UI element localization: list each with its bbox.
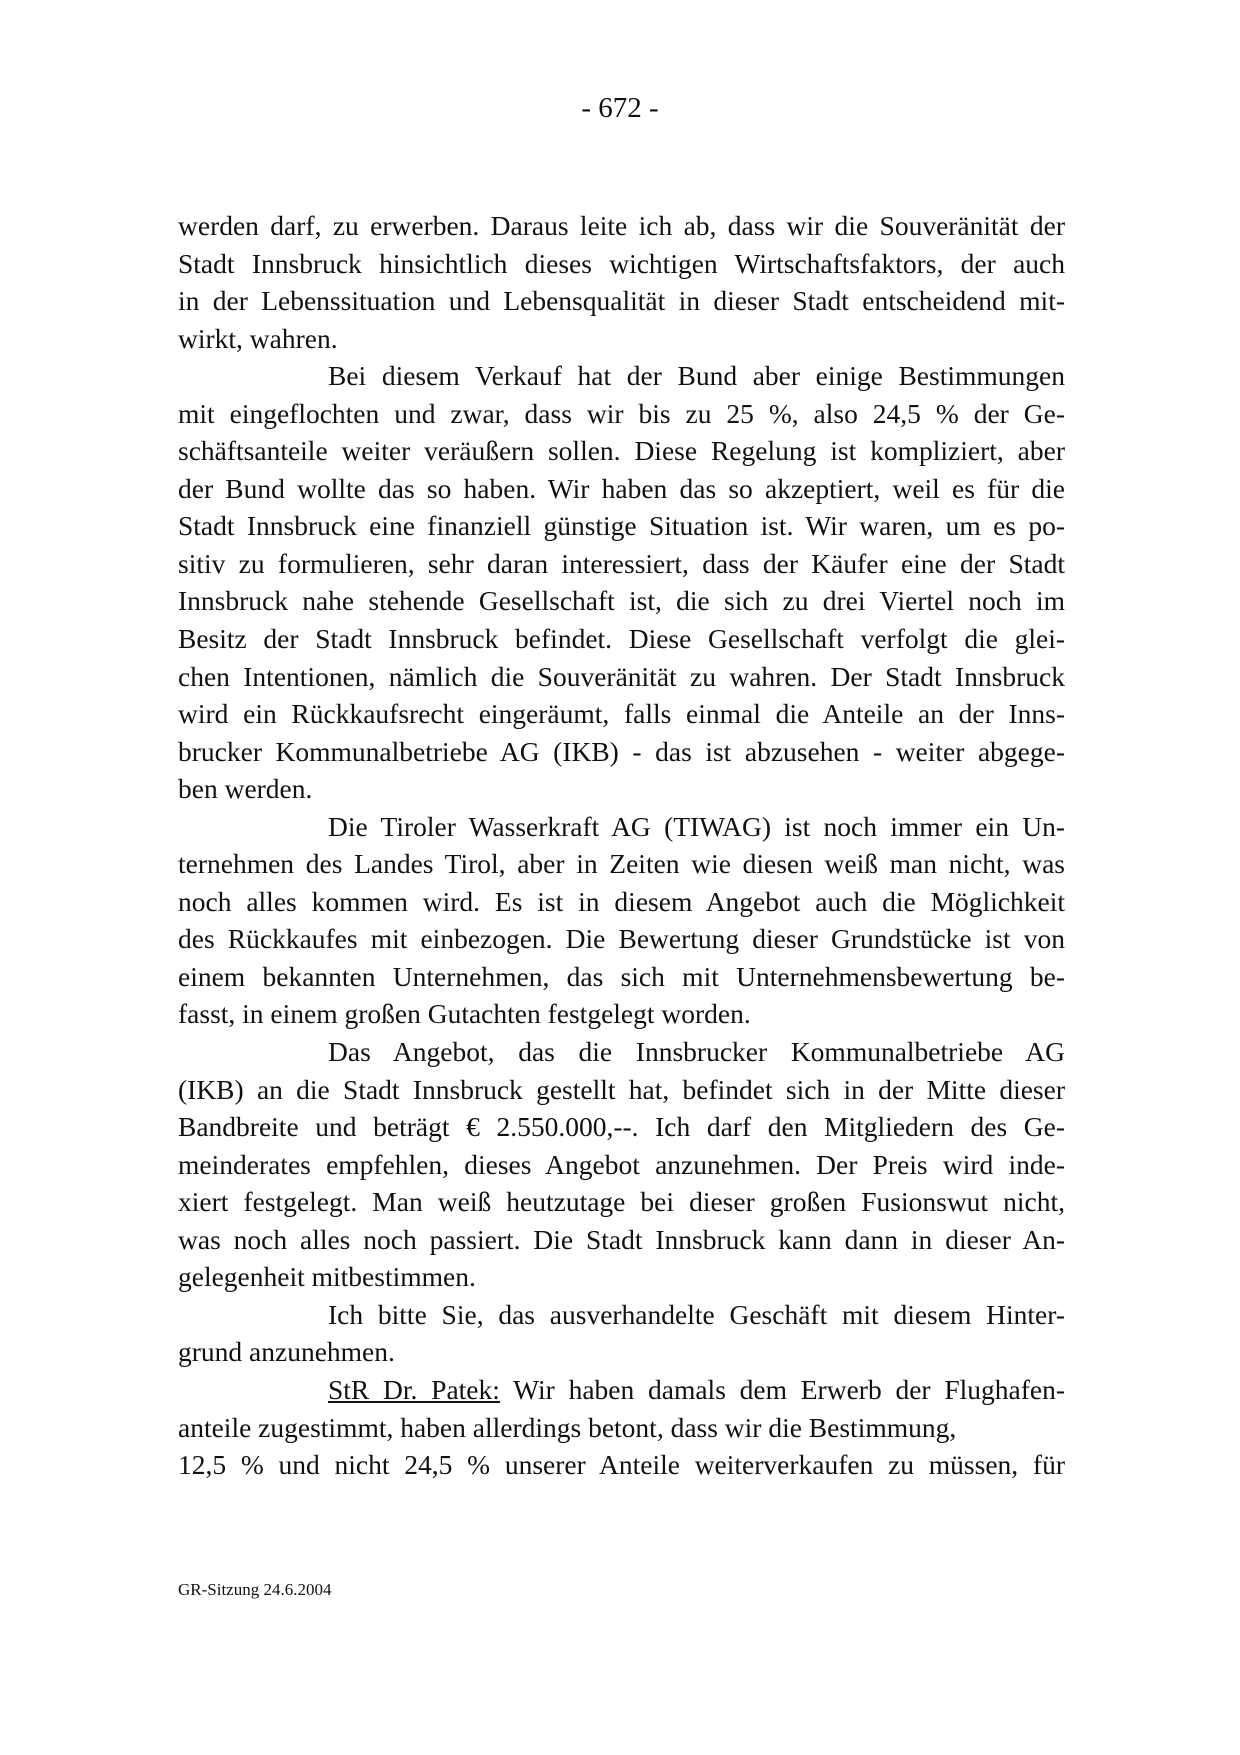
text-line: grund anzunehmen.	[178, 1336, 395, 1368]
speaker-paragraph-line	[178, 1371, 1065, 1409]
text-line: anteile zugestimmt, haben allerdings betont, dass wir die Bestimmung,	[178, 1411, 957, 1443]
text-line: gelegenheit mitbestimmen.	[178, 1261, 476, 1293]
text-line: 12,5 % und nicht 24,5 % unserer Anteile weiterverkaufen zu müssen, für	[178, 1449, 1065, 1481]
text-line: brucker Kommunalbetriebe AG (IKB) - das ist abzusehen - weiter abgege-	[178, 735, 1065, 767]
paragraph-start-line: Die Tiroler Wasserkraft AG (TIWAG) ist noch immer ein Un-	[328, 810, 1065, 842]
text-line: Innsbruck nahe stehende Gesellschaft ist, die sich zu drei Viertel noch im	[178, 585, 1065, 617]
paragraph-start-line: Bei diesem Verkauf hat der Bund aber einige Bestimmungen	[328, 360, 1065, 392]
text-line: schäftsanteile weiter veräußern sollen. Diese Regelung ist kompliziert, aber	[178, 435, 1065, 467]
speaker-name: StR Dr. Patek:	[328, 1373, 500, 1405]
text-line: wirkt, wahren.	[178, 322, 338, 354]
text-line: meinderates empfehlen, dieses Angebot anzunehmen. Der Preis wird inde-	[178, 1148, 1065, 1180]
text-line: sitiv zu formulieren, sehr daran interessiert, dass der Käufer eine der Stadt	[178, 547, 1065, 579]
text-line: in der Lebenssituation und Lebensqualität in dieser Stadt entscheidend mit-	[178, 285, 1065, 317]
text-line: fasst, in einem großen Gutachten festgelegt worden.	[178, 998, 751, 1030]
text-line: Stadt Innsbruck hinsichtlich dieses wichtigen Wirtschaftsfaktors, der auch	[178, 247, 1065, 279]
text-line: Besitz der Stadt Innsbruck befindet. Diese Gesellschaft verfolgt die glei-	[178, 623, 1065, 655]
footer-session-date: GR-Sitzung 24.6.2004	[178, 1580, 332, 1599]
text-line: ben werden.	[178, 773, 313, 805]
text-line: chen Intentionen, nämlich die Souveränität zu wahren. Der Stadt Innsbruck	[178, 660, 1065, 692]
text-line: einem bekannten Unternehmen, das sich mit Unternehmensbewertung be-	[178, 960, 1065, 992]
text-line: Bandbreite und beträgt € 2.550.000,--. Ich darf den Mitgliedern des Ge-	[178, 1111, 1065, 1143]
text-line: mit eingeflochten und zwar, dass wir bis zu 25 %, also 24,5 % der Ge-	[178, 397, 1065, 429]
text-line: Stadt Innsbruck eine finanziell günstige Situation ist. Wir waren, um es po-	[178, 510, 1065, 542]
text-line: des Rückkaufes mit einbezogen. Die Bewertung dieser Grundstücke ist von	[178, 923, 1065, 955]
text-line: was noch alles noch passiert. Die Stadt Innsbruck kann dann in dieser An-	[178, 1223, 1065, 1255]
text-line: der Bund wollte das so haben. Wir haben das so akzeptiert, weil es für die	[178, 472, 1065, 504]
body-text	[178, 207, 1065, 1484]
page-number: - 672 -	[581, 92, 659, 124]
paragraph-start-line: Ich bitte Sie, das ausverhandelte Geschäft mit diesem Hinter-	[328, 1298, 1065, 1330]
text-line: werden darf, zu erwerben. Daraus leite ich ab, dass wir die Souveränität der	[178, 210, 1065, 241]
text-line: noch alles kommen wird. Es ist in diesem Angebot auch die Möglichkeit	[178, 885, 1065, 917]
text-line: ternehmen des Landes Tirol, aber in Zeiten wie diesen weiß man nicht, was	[178, 848, 1065, 880]
text-line: (IKB) an die Stadt Innsbruck gestellt hat, befindet sich in der Mitte dieser	[178, 1073, 1065, 1105]
speaker-text: Wir haben damals dem Erwerb der Flughafen-	[513, 1373, 1065, 1405]
text-line: wird ein Rückkaufsrecht eingeräumt, falls einmal die Anteile an der Inns-	[178, 698, 1065, 730]
text-line: xiert festgelegt. Man weiß heutzutage bei dieser großen Fusionswut nicht,	[178, 1186, 1065, 1218]
paragraph-start-line: Das Angebot, das die Innsbrucker Kommunalbetriebe AG	[328, 1036, 1065, 1068]
